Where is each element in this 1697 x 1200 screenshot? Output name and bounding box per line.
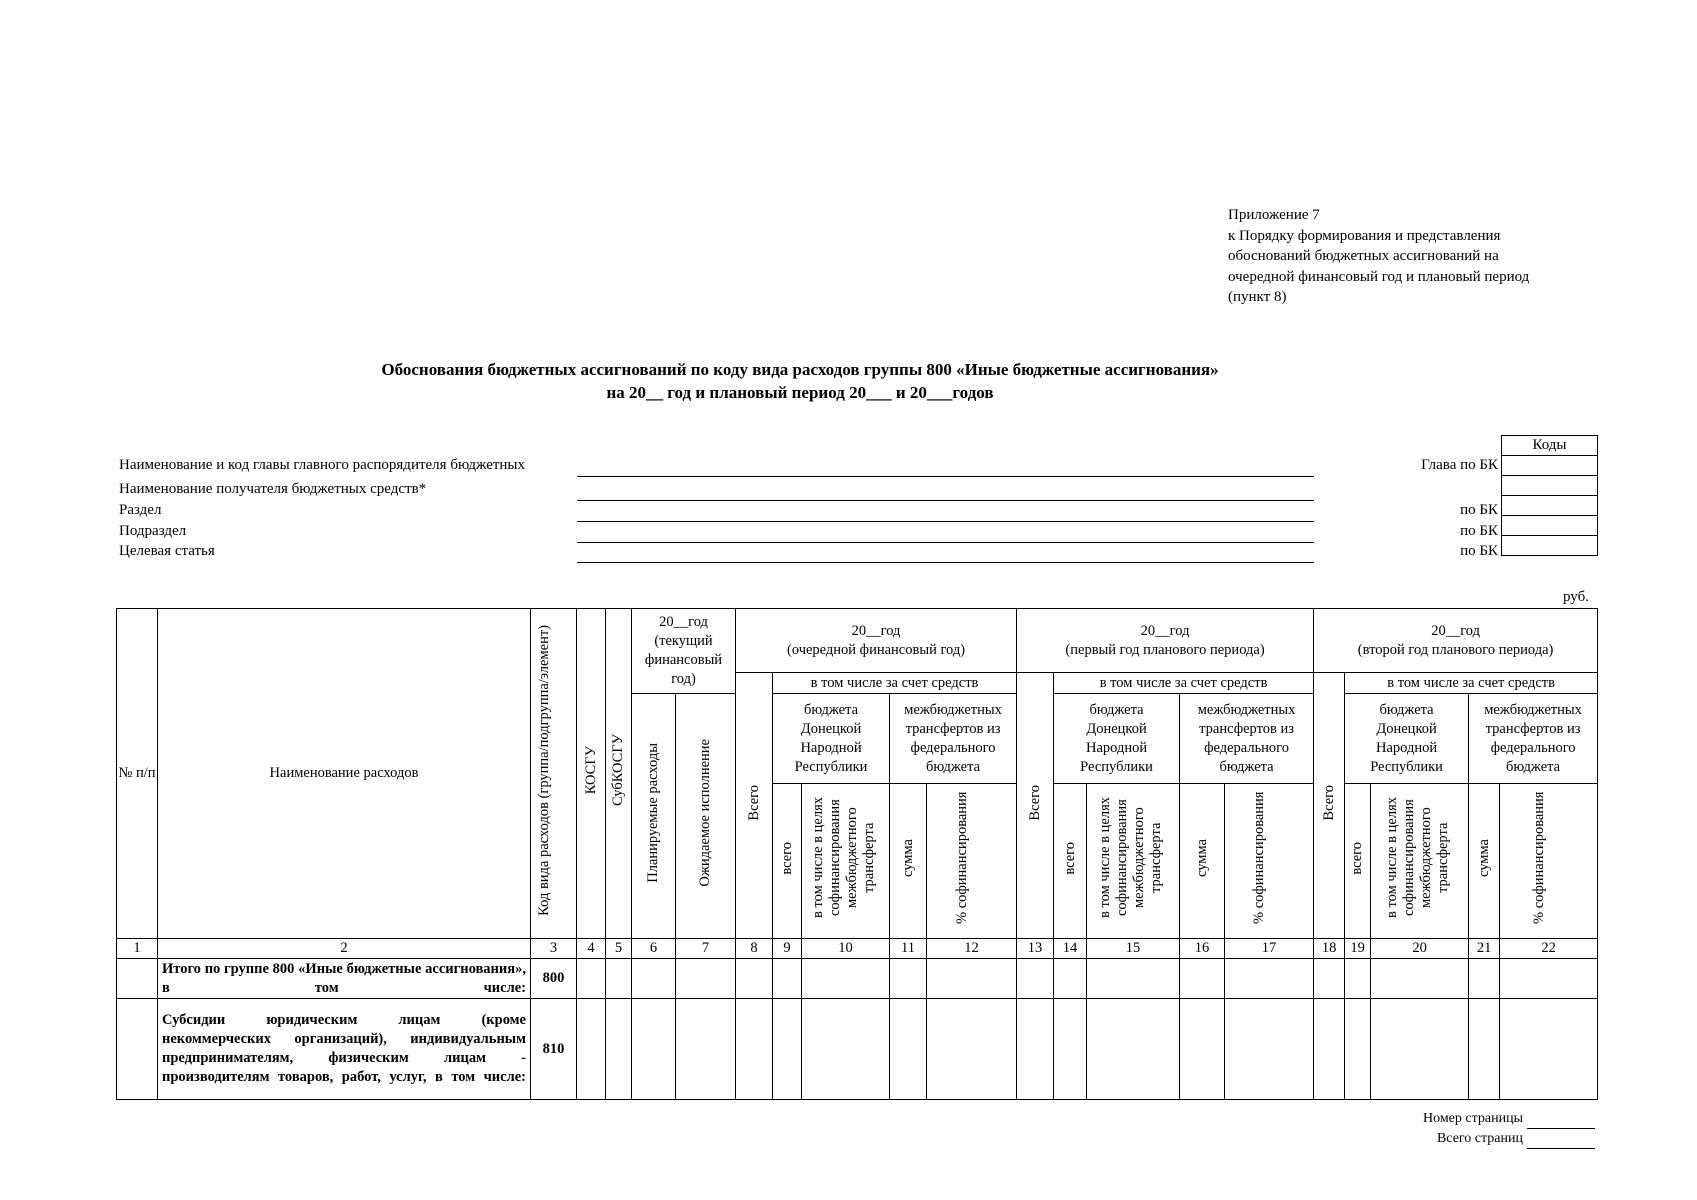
data-cell[interactable] bbox=[773, 999, 802, 1100]
data-cell[interactable] bbox=[632, 999, 676, 1100]
col-number: 10 bbox=[802, 939, 890, 959]
data-cell[interactable] bbox=[1087, 959, 1180, 999]
header-including: в том числе за счет средств bbox=[1054, 673, 1314, 694]
section-label: Раздел bbox=[119, 502, 162, 518]
col-number: 2 bbox=[158, 939, 531, 959]
section-line[interactable] bbox=[577, 521, 1314, 522]
code-cell-subsection[interactable] bbox=[1502, 516, 1598, 536]
appendix-line: к Порядку формирования и представления bbox=[1228, 227, 1501, 244]
row-code-cell: 800 bbox=[531, 959, 577, 999]
recipient-line[interactable] bbox=[577, 500, 1314, 501]
data-cell[interactable] bbox=[1225, 999, 1314, 1100]
header-pct: % софинансирования bbox=[1500, 784, 1598, 939]
appendix-line: очередной финансовый год и плановый период bbox=[1228, 268, 1530, 285]
col-number: 16 bbox=[1180, 939, 1225, 959]
table-row bbox=[117, 999, 1598, 1100]
code-cell-glava[interactable] bbox=[1502, 456, 1598, 476]
target-line[interactable] bbox=[577, 562, 1314, 563]
col-number: 6 bbox=[632, 939, 676, 959]
col-number: 11 bbox=[890, 939, 927, 959]
data-cell[interactable] bbox=[802, 999, 890, 1100]
codes-box bbox=[1501, 435, 1598, 556]
col-number: 8 bbox=[736, 939, 773, 959]
data-cell[interactable] bbox=[927, 959, 1017, 999]
section-code-label: по БК bbox=[1460, 502, 1498, 518]
header-all: всего bbox=[1054, 784, 1087, 939]
header-subkosgu: СубКОСГУ bbox=[606, 609, 632, 939]
table-row bbox=[117, 959, 1598, 999]
header-kosgu: КОСГУ bbox=[577, 609, 606, 939]
header-cofin: в том числе в целях софинансирования межбюджетного трансферта bbox=[1087, 784, 1180, 939]
appendix-note bbox=[1228, 205, 1529, 308]
col-number: 12 bbox=[927, 939, 1017, 959]
header-plan1: 20__год (первый год планового периода) bbox=[1017, 609, 1314, 673]
col-number: 3 bbox=[531, 939, 577, 959]
header-dnr-budget: бюджета Донецкой Народной Республики bbox=[1345, 694, 1469, 784]
header-including: в том числе за счет средств bbox=[773, 673, 1017, 694]
header-code: Код вида расходов (группа/подгруппа/элемент) bbox=[531, 609, 577, 939]
data-cell[interactable] bbox=[1180, 999, 1225, 1100]
header-total: Всего bbox=[1314, 673, 1345, 939]
header-pct: % софинансирования bbox=[1225, 784, 1314, 939]
data-cell[interactable] bbox=[676, 999, 736, 1100]
glava-label: Наименование и код главы главного распорядителя бюджетных bbox=[119, 457, 526, 473]
target-label: Целевая статья bbox=[119, 543, 215, 559]
data-cell[interactable] bbox=[1087, 999, 1180, 1100]
header-dnr-budget: бюджета Донецкой Народной Республики bbox=[773, 694, 890, 784]
title-line-1: Обоснования бюджетных ассигнований по коду вида расходов группы 800 «Иные бюджетные ассигнования» bbox=[381, 360, 1219, 379]
header-cofin: в том числе в целях софинансирования межбюджетного трансферта bbox=[1371, 784, 1469, 939]
header-name: Наименование расходов bbox=[158, 609, 531, 939]
data-cell[interactable] bbox=[676, 959, 736, 999]
header-interbudget: межбюджетных трансфертов из федерального бюджета bbox=[1469, 694, 1598, 784]
row-num-cell[interactable] bbox=[117, 999, 158, 1100]
data-cell[interactable] bbox=[1180, 959, 1225, 999]
col-number: 15 bbox=[1087, 939, 1180, 959]
col-number: 22 bbox=[1500, 939, 1598, 959]
header-next-year: 20__год (очередной финансовый год) bbox=[736, 609, 1017, 673]
header-cofin: в том числе в целях софинансирования межбюджетного трансферта bbox=[802, 784, 890, 939]
data-cell[interactable] bbox=[606, 959, 632, 999]
currency-label: руб. bbox=[1563, 589, 1589, 605]
data-cell[interactable] bbox=[736, 959, 773, 999]
main-table bbox=[116, 608, 1598, 1100]
data-cell[interactable] bbox=[1314, 999, 1345, 1100]
data-cell[interactable] bbox=[1054, 959, 1087, 999]
data-cell[interactable] bbox=[1371, 959, 1469, 999]
data-cell[interactable] bbox=[1054, 999, 1087, 1100]
col-number: 1 bbox=[117, 939, 158, 959]
document-title bbox=[0, 358, 1600, 404]
row-name-cell: Субсидии юридическим лицам (кроме некоммерческих организаций), индивидуальным предпринимателям, физическим лицам - производителям товаров, работ, услуг, в том числе: bbox=[158, 999, 531, 1100]
row-code-cell: 810 bbox=[531, 999, 577, 1100]
target-code-label: по БК bbox=[1460, 543, 1498, 559]
data-cell[interactable] bbox=[1500, 959, 1598, 999]
data-cell[interactable] bbox=[606, 999, 632, 1100]
row-name-cell: Итого по группе 800 «Иные бюджетные ассигнования», в том числе: bbox=[158, 959, 531, 999]
appendix-line: Приложение 7 bbox=[1228, 207, 1320, 223]
glava-code-label: Глава по БК bbox=[1421, 457, 1498, 473]
subsection-line[interactable] bbox=[577, 542, 1314, 543]
header-sum: сумма bbox=[890, 784, 927, 939]
col-number: 14 bbox=[1054, 939, 1087, 959]
data-cell[interactable] bbox=[577, 999, 606, 1100]
page-number-label: Номер страницы bbox=[1422, 1111, 1523, 1126]
code-cell-target[interactable] bbox=[1502, 536, 1598, 556]
data-cell[interactable] bbox=[1017, 999, 1054, 1100]
data-cell[interactable] bbox=[1345, 959, 1371, 999]
col-number: 21 bbox=[1469, 939, 1500, 959]
col-number: 19 bbox=[1345, 939, 1371, 959]
header-sum: сумма bbox=[1180, 784, 1225, 939]
header-total: Всего bbox=[736, 673, 773, 939]
header-dnr-budget: бюджета Донецкой Народной Республики bbox=[1054, 694, 1180, 784]
glava-line[interactable] bbox=[577, 476, 1314, 477]
column-numbers-row bbox=[117, 939, 1598, 959]
recipient-label: Наименование получателя бюджетных средств* bbox=[119, 481, 427, 497]
header-planned: Планируемые расходы bbox=[632, 694, 676, 939]
header-including: в том числе за счет средств bbox=[1345, 673, 1598, 694]
header-interbudget: межбюджетных трансфертов из федерального бюджета bbox=[890, 694, 1017, 784]
data-cell[interactable] bbox=[1017, 959, 1054, 999]
header-plan2: 20__год (второй год планового периода) bbox=[1314, 609, 1598, 673]
header-total: Всего bbox=[1017, 673, 1054, 939]
header-current-year: 20__год (текущий финансовый год) bbox=[632, 609, 736, 694]
data-cell[interactable] bbox=[773, 959, 802, 999]
data-cell[interactable] bbox=[736, 999, 773, 1100]
header-expected: Ожидаемое исполнение bbox=[676, 694, 736, 939]
data-cell[interactable] bbox=[1469, 959, 1500, 999]
data-cell[interactable] bbox=[890, 999, 927, 1100]
col-number: 13 bbox=[1017, 939, 1054, 959]
appendix-line: (пункт 8) bbox=[1228, 289, 1287, 305]
col-number: 17 bbox=[1225, 939, 1314, 959]
subsection-code-label: по БК bbox=[1460, 523, 1498, 539]
header-all: всего bbox=[773, 784, 802, 939]
header-sum: сумма bbox=[1469, 784, 1500, 939]
data-cell[interactable] bbox=[1371, 999, 1469, 1100]
row-num-cell[interactable] bbox=[117, 959, 158, 999]
data-cell[interactable] bbox=[1314, 959, 1345, 999]
col-number: 5 bbox=[606, 939, 632, 959]
data-cell[interactable] bbox=[927, 999, 1017, 1100]
header-interbudget: межбюджетных трансфертов из федерального бюджета bbox=[1180, 694, 1314, 784]
page-number-line[interactable] bbox=[1527, 1128, 1595, 1129]
code-cell-recipient[interactable] bbox=[1502, 476, 1598, 496]
col-number: 20 bbox=[1371, 939, 1469, 959]
header-pct: % софинансирования bbox=[927, 784, 1017, 939]
total-pages-line[interactable] bbox=[1527, 1148, 1595, 1149]
data-cell[interactable] bbox=[577, 959, 606, 999]
subsection-label: Подраздел bbox=[119, 523, 187, 539]
data-cell[interactable] bbox=[890, 959, 927, 999]
appendix-line: обоснований бюджетных ассигнований на bbox=[1228, 248, 1499, 264]
data-cell[interactable] bbox=[1345, 999, 1371, 1100]
col-number: 18 bbox=[1314, 939, 1345, 959]
codes-header: Коды bbox=[1502, 436, 1598, 456]
data-cell[interactable] bbox=[632, 959, 676, 999]
title-line-2: на 20__ год и плановый период 20___ и 20___годов bbox=[606, 383, 994, 402]
data-cell[interactable] bbox=[802, 959, 890, 999]
code-cell-section[interactable] bbox=[1502, 496, 1598, 516]
header-all: всего bbox=[1345, 784, 1371, 939]
header-num: № п/п bbox=[117, 609, 158, 939]
col-number: 4 bbox=[577, 939, 606, 959]
total-pages-label: Всего страниц bbox=[1436, 1131, 1523, 1146]
col-number: 9 bbox=[773, 939, 802, 959]
data-cell[interactable] bbox=[1469, 999, 1500, 1100]
data-cell[interactable] bbox=[1225, 959, 1314, 999]
data-cell[interactable] bbox=[1500, 999, 1598, 1100]
col-number: 7 bbox=[676, 939, 736, 959]
